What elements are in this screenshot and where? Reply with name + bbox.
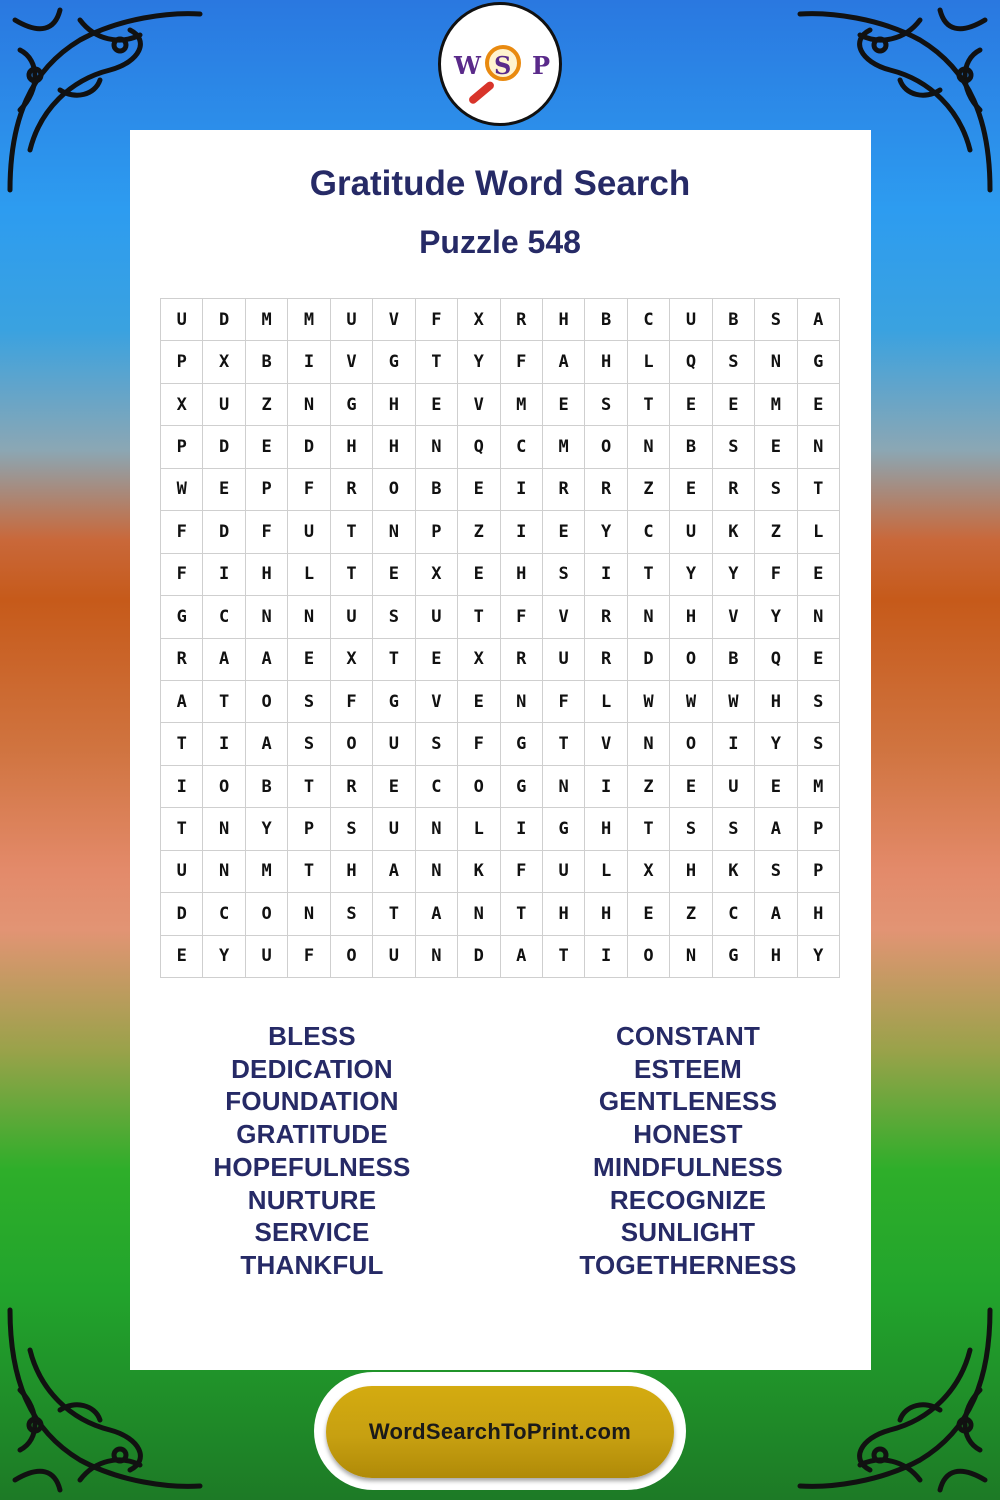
grid-cell[interactable]: S [713,341,755,383]
grid-cell[interactable]: E [798,554,840,596]
grid-cell[interactable]: R [501,639,543,681]
grid-cell[interactable]: I [203,554,245,596]
grid-cell[interactable]: E [670,384,712,426]
grid-cell[interactable]: L [585,851,627,893]
grid-cell[interactable]: V [416,681,458,723]
word-list-item: GENTLENESS [598,1086,778,1117]
grid-cell[interactable]: G [798,341,840,383]
grid-cell[interactable]: A [755,893,797,935]
grid-cell[interactable]: F [501,851,543,893]
grid-cell[interactable]: S [288,723,330,765]
grid-cell[interactable]: C [628,299,670,341]
word-list-item: HOPEFULNESS [213,1151,411,1182]
grid-cell[interactable]: I [203,723,245,765]
grid-cell[interactable]: U [543,851,585,893]
grid-cell[interactable]: E [458,469,500,511]
word-list-item: CONSTANT [615,1021,761,1051]
grid-cell[interactable]: U [416,596,458,638]
grid-cell[interactable]: N [373,511,415,553]
grid-cell[interactable]: N [288,893,330,935]
grid-cell[interactable]: G [331,384,373,426]
grid-cell[interactable]: B [416,469,458,511]
grid-cell[interactable]: S [713,808,755,850]
grid-cell[interactable]: N [628,426,670,468]
grid-cell[interactable]: L [628,341,670,383]
grid-cell[interactable]: M [288,299,330,341]
grid-cell[interactable]: Y [755,596,797,638]
word-list-item: NURTURE [247,1184,377,1215]
grid-cell[interactable]: P [798,808,840,850]
grid-cell[interactable]: T [501,893,543,935]
grid-cell[interactable]: U [373,808,415,850]
magnifier-handle-icon [467,80,495,105]
site-link-button[interactable]: WordSearchToPrint.com [326,1386,674,1478]
grid-cell[interactable]: I [585,936,627,978]
grid-cell[interactable]: B [713,639,755,681]
grid-cell[interactable]: X [628,851,670,893]
grid-cell[interactable]: E [288,639,330,681]
grid-cell[interactable]: G [501,766,543,808]
grid-cell[interactable]: D [628,639,670,681]
grid-cell[interactable]: T [288,851,330,893]
grid-cell[interactable]: A [543,341,585,383]
grid-cell[interactable]: E [416,639,458,681]
grid-cell[interactable]: N [416,851,458,893]
grid-cell[interactable]: H [331,851,373,893]
grid-cell[interactable]: I [501,808,543,850]
grid-cell[interactable]: U [331,596,373,638]
grid-cell[interactable]: S [755,299,797,341]
grid-cell[interactable]: P [798,851,840,893]
grid-cell[interactable]: G [161,596,203,638]
logo-letter-w: W [454,51,481,80]
grid-cell[interactable]: T [373,893,415,935]
grid-cell[interactable]: V [713,596,755,638]
grid-cell[interactable]: U [331,299,373,341]
grid-cell[interactable]: N [416,808,458,850]
grid-cell[interactable]: F [161,511,203,553]
grid-cell[interactable]: H [585,893,627,935]
grid-cell[interactable]: D [458,936,500,978]
grid-cell[interactable]: Z [755,511,797,553]
grid-cell[interactable]: P [246,469,288,511]
grid-cell[interactable]: I [501,469,543,511]
word-list-item: DEDICATION [231,1053,393,1084]
grid-cell[interactable]: P [161,426,203,468]
grid-cell[interactable]: E [458,554,500,596]
grid-cell[interactable]: C [628,511,670,553]
word-list-item: HONEST [633,1119,743,1150]
grid-cell[interactable]: E [458,681,500,723]
grid-cell[interactable]: Y [670,554,712,596]
grid-cell[interactable]: Q [458,426,500,468]
grid-cell[interactable]: T [161,723,203,765]
grid-cell[interactable]: E [161,936,203,978]
grid-cell[interactable]: N [246,596,288,638]
grid-cell[interactable]: E [203,469,245,511]
word-list-item: SUNLIGHT [620,1217,756,1248]
grid-cell[interactable]: D [203,299,245,341]
word-list-item: ESTEEM [633,1053,743,1084]
grid-cell[interactable]: I [501,511,543,553]
grid-cell[interactable]: C [416,766,458,808]
grid-cell[interactable]: H [331,426,373,468]
grid-cell[interactable]: R [713,469,755,511]
grid-cell[interactable]: N [628,723,670,765]
grid-cell[interactable]: S [331,808,373,850]
grid-cell[interactable]: H [585,808,627,850]
grid-cell[interactable]: H [798,893,840,935]
grid-cell[interactable]: K [713,851,755,893]
grid-cell[interactable]: E [543,384,585,426]
grid-cell[interactable]: N [798,596,840,638]
grid-cell[interactable]: U [246,936,288,978]
grid-cell[interactable]: H [670,851,712,893]
grid-cell[interactable]: B [713,299,755,341]
grid-cell[interactable]: C [713,893,755,935]
grid-cell[interactable]: A [798,299,840,341]
grid-cell[interactable]: A [246,723,288,765]
grid-cell[interactable]: Z [670,893,712,935]
grid-cell[interactable]: V [331,341,373,383]
site-logo[interactable] [438,2,562,126]
grid-cell[interactable]: O [331,723,373,765]
grid-cell[interactable]: R [585,596,627,638]
grid-cell[interactable]: E [798,384,840,426]
grid-cell[interactable]: N [288,384,330,426]
page-title: Gratitude Word Search [309,164,691,203]
grid-cell[interactable]: H [670,596,712,638]
grid-cell[interactable]: T [416,341,458,383]
grid-cell[interactable]: V [543,596,585,638]
grid-cell[interactable]: H [543,299,585,341]
grid-cell[interactable]: H [755,936,797,978]
word-list-item: BLESS [268,1021,356,1051]
grid-cell[interactable]: F [288,936,330,978]
grid-cell[interactable]: O [331,936,373,978]
grid-cell[interactable]: T [331,554,373,596]
grid-cell[interactable]: T [331,511,373,553]
grid-cell[interactable]: F [161,554,203,596]
grid-cell[interactable]: T [161,808,203,850]
grid-cell[interactable]: D [161,893,203,935]
grid-cell[interactable]: F [416,299,458,341]
grid-cell[interactable]: X [458,639,500,681]
grid-cell[interactable]: D [288,426,330,468]
grid-cell[interactable]: Y [755,723,797,765]
grid-cell[interactable]: S [670,808,712,850]
grid-cell[interactable]: R [161,639,203,681]
grid-cell[interactable]: X [416,554,458,596]
grid-cell[interactable]: F [501,596,543,638]
grid-cell[interactable]: M [543,426,585,468]
grid-cell[interactable]: U [713,766,755,808]
grid-cell[interactable]: O [670,639,712,681]
grid-cell[interactable]: A [755,808,797,850]
grid-cell[interactable]: Z [628,469,670,511]
grid-cell[interactable]: T [628,384,670,426]
grid-cell[interactable]: Y [798,936,840,978]
grid-cell[interactable]: W [713,681,755,723]
grid-cell[interactable]: Z [628,766,670,808]
grid-cell[interactable]: K [458,851,500,893]
grid-cell[interactable]: W [628,681,670,723]
grid-cell[interactable]: T [288,766,330,808]
grid-cell[interactable]: R [331,469,373,511]
grid-cell[interactable]: O [373,469,415,511]
grid-cell[interactable]: U [288,511,330,553]
grid-cell[interactable]: E [416,384,458,426]
grid-cell[interactable]: Y [246,808,288,850]
grid-cell[interactable]: U [203,384,245,426]
grid-cell[interactable]: P [161,341,203,383]
grid-cell[interactable]: Z [246,384,288,426]
grid-cell[interactable]: T [203,681,245,723]
grid-cell[interactable]: N [501,681,543,723]
grid-cell[interactable]: N [458,893,500,935]
grid-cell[interactable]: L [288,554,330,596]
grid-cell[interactable]: D [203,426,245,468]
grid-cell[interactable]: R [331,766,373,808]
grid-cell[interactable]: S [755,469,797,511]
grid-cell[interactable]: R [501,299,543,341]
puzzle-number: Puzzle 548 [419,224,581,260]
grid-cell[interactable]: U [373,936,415,978]
grid-cell[interactable]: B [246,766,288,808]
grid-cell[interactable]: N [288,596,330,638]
grid-cell[interactable]: W [670,681,712,723]
grid-cell[interactable]: Y [585,511,627,553]
word-list-right [523,1020,853,1282]
grid-cell[interactable]: T [373,639,415,681]
grid-cell[interactable]: E [543,511,585,553]
grid-cell[interactable]: N [628,596,670,638]
grid-cell[interactable]: U [161,299,203,341]
grid-cell[interactable]: S [416,723,458,765]
grid-cell[interactable]: E [670,469,712,511]
grid-cell[interactable]: E [373,766,415,808]
grid-cell[interactable]: Y [458,341,500,383]
grid-cell[interactable]: E [246,426,288,468]
grid-cell[interactable]: G [713,936,755,978]
grid-cell[interactable]: S [798,723,840,765]
grid-cell[interactable]: N [416,936,458,978]
grid-cell[interactable]: S [373,596,415,638]
grid-cell[interactable]: A [416,893,458,935]
grid-cell[interactable]: T [543,723,585,765]
grid-cell[interactable]: U [161,851,203,893]
logo-badge [445,9,555,119]
grid-cell[interactable]: T [543,936,585,978]
grid-cell[interactable]: N [670,936,712,978]
grid-cell[interactable]: E [798,639,840,681]
grid-cell[interactable]: O [670,723,712,765]
grid-cell[interactable]: I [288,341,330,383]
grid-cell[interactable]: E [755,426,797,468]
grid-cell[interactable]: G [373,681,415,723]
grid-cell[interactable]: W [161,469,203,511]
grid-cell[interactable]: V [458,384,500,426]
grid-cell[interactable]: V [373,299,415,341]
word-list-item: FOUNDATION [225,1086,399,1117]
grid-cell[interactable]: S [713,426,755,468]
grid-cell[interactable]: B [670,426,712,468]
grid-cell[interactable]: F [331,681,373,723]
grid-cell[interactable]: N [203,808,245,850]
grid-cell[interactable]: H [501,554,543,596]
grid-cell[interactable]: E [628,893,670,935]
grid-cell[interactable]: U [670,511,712,553]
grid-cell[interactable]: L [458,808,500,850]
grid-cell[interactable]: H [373,426,415,468]
grid-cell[interactable]: A [203,639,245,681]
grid-cell[interactable]: F [458,723,500,765]
grid-cell[interactable]: X [203,341,245,383]
grid-cell[interactable]: N [203,851,245,893]
grid-cell[interactable]: O [246,893,288,935]
grid-cell[interactable]: H [543,893,585,935]
grid-cell[interactable]: G [543,808,585,850]
grid-cell[interactable]: A [373,851,415,893]
grid-cell[interactable]: I [585,554,627,596]
grid-cell[interactable]: Q [670,341,712,383]
grid-cell[interactable]: M [798,766,840,808]
grid-cell[interactable]: E [373,554,415,596]
grid-cell[interactable]: I [713,723,755,765]
word-list-item: TOGETHERNESS [579,1249,797,1280]
grid-cell[interactable]: I [585,766,627,808]
grid-cell[interactable]: F [246,511,288,553]
grid-cell[interactable]: M [755,384,797,426]
grid-cell[interactable]: A [246,639,288,681]
letter-grid[interactable] [160,298,840,978]
grid-cell[interactable]: N [416,426,458,468]
grid-cell[interactable]: M [246,851,288,893]
word-list-left [147,1020,477,1282]
word-list-item: SERVICE [254,1217,370,1248]
grid-cell[interactable]: R [585,639,627,681]
logo-letter-p: P [532,51,551,80]
grid-cell[interactable]: Q [755,639,797,681]
grid-cell[interactable]: F [755,554,797,596]
word-list-item: MINDFULNESS [593,1151,783,1182]
grid-cell[interactable]: O [585,426,627,468]
grid-cell[interactable]: C [203,893,245,935]
grid-cell[interactable]: I [161,766,203,808]
grid-cell[interactable]: N [755,341,797,383]
grid-cell[interactable]: U [373,723,415,765]
grid-cell[interactable]: S [288,681,330,723]
grid-cell[interactable]: F [501,341,543,383]
grid-cell[interactable]: R [543,469,585,511]
grid-cell[interactable]: L [585,681,627,723]
grid-cell[interactable]: Z [458,511,500,553]
grid-cell[interactable]: T [798,469,840,511]
word-list-item: RECOGNIZE [609,1184,767,1215]
grid-cell[interactable]: G [373,341,415,383]
grid-cell[interactable]: R [585,469,627,511]
grid-cell[interactable]: O [628,936,670,978]
grid-cell[interactable]: U [543,639,585,681]
grid-cell[interactable]: S [798,681,840,723]
grid-cell[interactable]: X [161,384,203,426]
grid-cell[interactable]: H [246,554,288,596]
grid-cell[interactable]: Y [713,554,755,596]
grid-cell[interactable]: C [501,426,543,468]
grid-cell[interactable]: X [331,639,373,681]
grid-cell[interactable]: L [798,511,840,553]
grid-cell[interactable]: O [458,766,500,808]
word-list-item: GRATITUDE [236,1119,388,1150]
grid-cell[interactable]: A [161,681,203,723]
grid-cell[interactable]: E [713,384,755,426]
grid-cell[interactable]: K [713,511,755,553]
grid-cell[interactable]: G [501,723,543,765]
grid-cell[interactable]: X [458,299,500,341]
grid-cell[interactable]: T [628,554,670,596]
grid-cell[interactable]: H [585,341,627,383]
grid-cell[interactable]: H [755,681,797,723]
grid-cell[interactable]: B [246,341,288,383]
grid-cell[interactable]: M [246,299,288,341]
grid-cell[interactable]: E [755,766,797,808]
grid-cell[interactable]: H [373,384,415,426]
logo-letter-s: S [494,51,512,80]
grid-cell[interactable]: M [501,384,543,426]
grid-cell[interactable]: P [288,808,330,850]
grid-cell[interactable]: A [501,936,543,978]
grid-cell[interactable]: O [203,766,245,808]
grid-cell[interactable]: S [755,851,797,893]
grid-cell[interactable]: T [458,596,500,638]
grid-cell[interactable]: D [203,511,245,553]
grid-cell[interactable]: S [543,554,585,596]
grid-cell[interactable]: P [416,511,458,553]
grid-cell[interactable]: F [288,469,330,511]
grid-cell[interactable]: T [628,808,670,850]
word-list-item: THANKFUL [240,1249,384,1280]
grid-cell[interactable]: F [543,681,585,723]
grid-cell[interactable]: B [585,299,627,341]
grid-cell[interactable]: Y [203,936,245,978]
grid-cell[interactable]: S [331,893,373,935]
grid-cell[interactable]: O [246,681,288,723]
grid-cell[interactable]: S [585,384,627,426]
grid-cell[interactable]: N [543,766,585,808]
grid-cell[interactable]: U [670,299,712,341]
grid-cell[interactable]: E [670,766,712,808]
grid-cell[interactable]: V [585,723,627,765]
grid-cell[interactable]: N [798,426,840,468]
grid-cell[interactable]: C [203,596,245,638]
